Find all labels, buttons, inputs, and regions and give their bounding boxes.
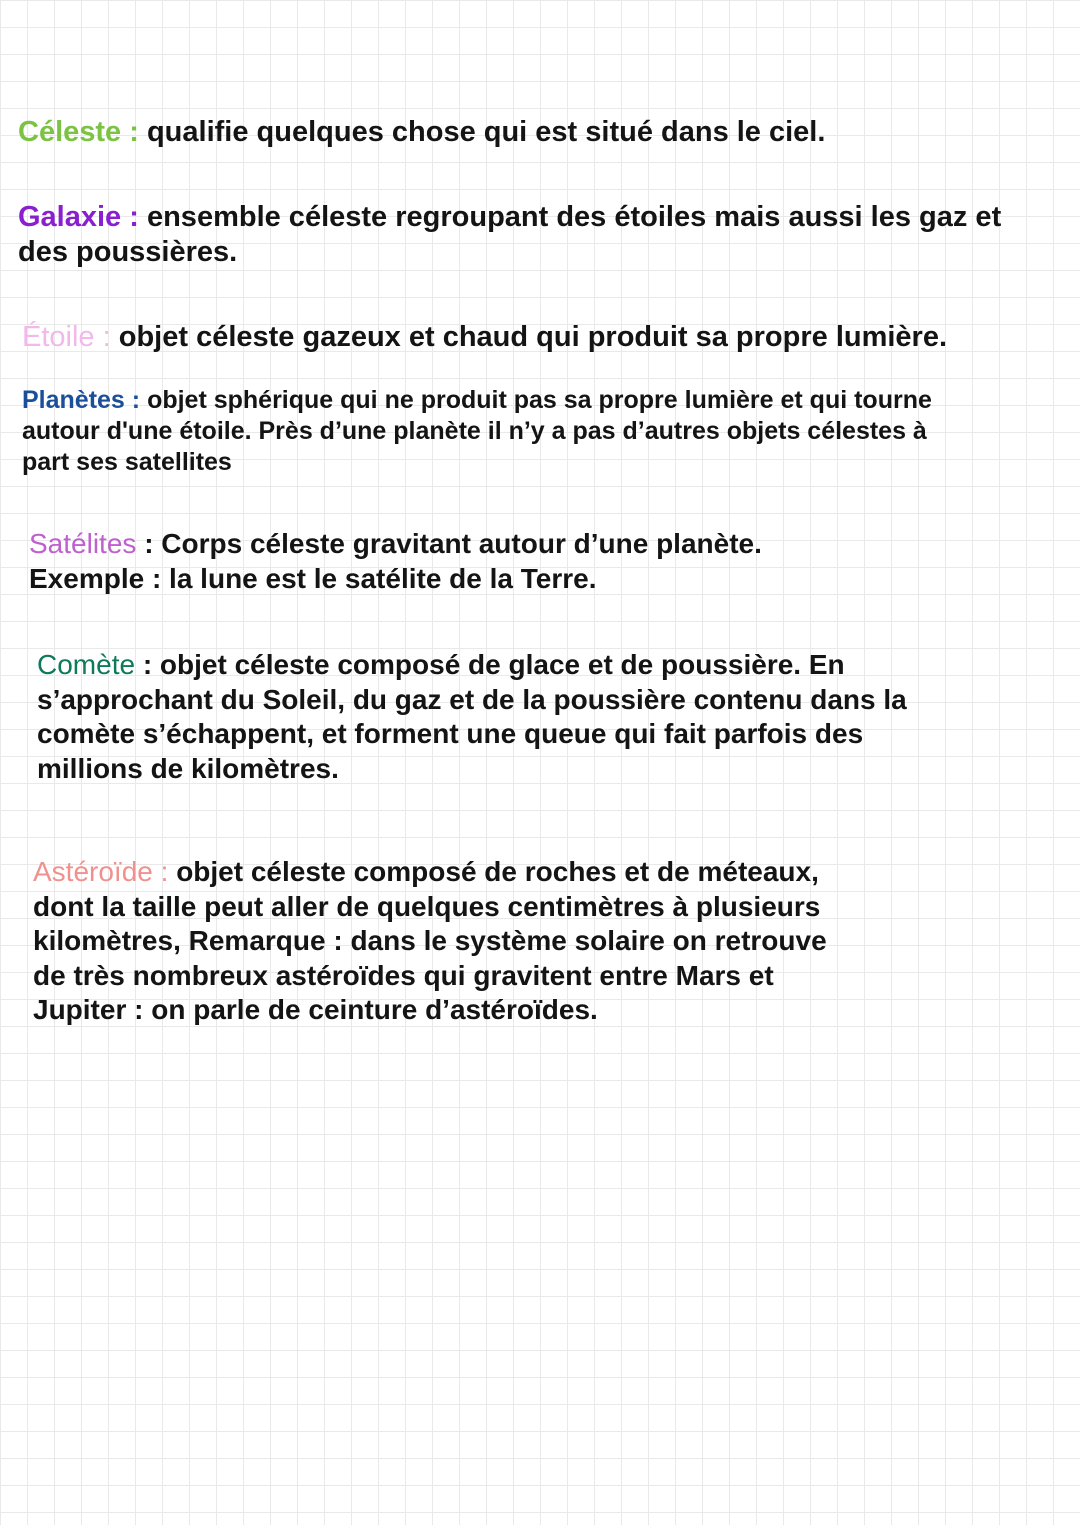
definition-line: des poussières.: [18, 236, 238, 268]
definition-text: qualifie quelques chose qui est situé dans le ciel.: [146, 116, 826, 148]
definition-line: [37, 648, 907, 683]
definition-line: [18, 114, 825, 150]
definition-line: autour d'une étoile. Près d’une planète il n’y a pas d’autres objets célestes à: [22, 417, 927, 445]
definition-celeste: [18, 114, 825, 150]
definition-line: de très nombreux astéroïdes qui gravitent entre Mars et: [33, 959, 774, 991]
definition-asteroide: [33, 855, 827, 1028]
term-etoile: Étoile :: [22, 321, 111, 353]
term-galaxie: Galaxie :: [18, 201, 139, 233]
definition-line: Exemple : la lune est le satélite de la Terre.: [29, 563, 597, 594]
definition-text: objet sphérique qui ne produit pas sa propre lumière et qui tourne: [147, 386, 932, 414]
definition-line: dont la taille peut aller de quelques centimètres à plusieurs: [33, 890, 821, 922]
term-comete: Comète: [37, 649, 136, 680]
definition-line: part ses satellites: [22, 448, 232, 476]
definition-line: millions de kilomètres.: [37, 752, 339, 784]
definition-line: s’approchant du Soleil, du gaz et de la poussière contenu dans la: [37, 683, 907, 715]
definition-text: : Corps céleste gravitant autour d’une planète.: [144, 528, 762, 559]
definition-etoile: [22, 319, 947, 355]
definition-line: Jupiter : on parle de ceinture d’astéroïdes.: [33, 994, 598, 1025]
definition-line: [29, 526, 762, 561]
definition-line: [33, 855, 827, 890]
term-planetes: Planètes :: [22, 386, 141, 414]
definition-line: [18, 200, 1001, 235]
definition-text: : objet céleste composé de glace et de poussière. En: [142, 649, 845, 680]
definition-planetes: [22, 385, 932, 478]
definition-comete: [37, 648, 907, 786]
definition-galaxie: [18, 200, 1001, 270]
definition-line: [22, 319, 947, 355]
term-satellites: Satélites: [29, 528, 137, 559]
definition-satellites: [29, 526, 762, 596]
definition-text: objet céleste composé de roches et de méteaux,: [176, 856, 819, 887]
term-celeste: Céleste :: [18, 116, 139, 148]
definition-line: kilomètres, Remarque : dans le système solaire on retrouve: [33, 925, 827, 956]
definition-line: comète s’échappent, et forment une queue qui fait parfois des: [37, 718, 864, 749]
term-asteroide: Astéroïde :: [33, 856, 169, 887]
definition-text: ensemble céleste regroupant des étoiles mais aussi les gaz et: [146, 201, 1002, 233]
definition-line: [22, 385, 932, 416]
definition-text: objet céleste gazeux et chaud qui produit sa propre lumière.: [118, 321, 948, 353]
